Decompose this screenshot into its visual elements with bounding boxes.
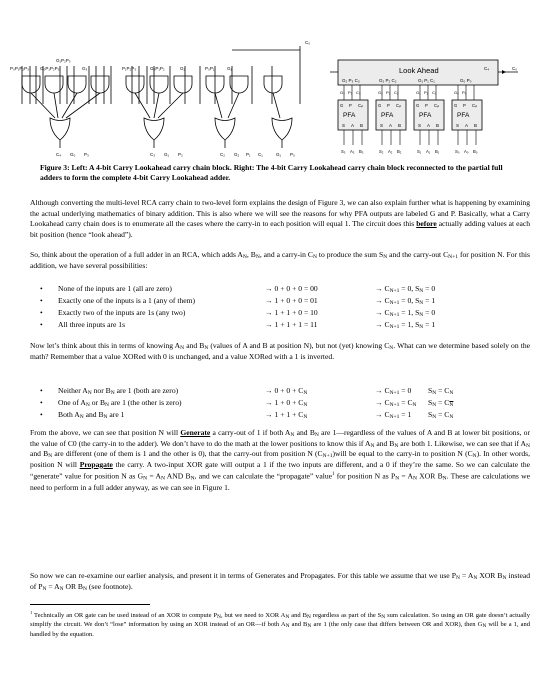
paragraph-2 [30,250,530,271]
case-result: → $C_{N+1} = 0$, $S_N = 1$ [375,296,436,306]
pfa-g: G [378,103,382,108]
pfa-g: G [454,103,458,108]
output-label: G₁ [164,152,170,157]
text: for position N. For this addition, we have several possibilities: [30,250,530,270]
footnote-divider [30,604,150,605]
text: actually adding values at each bit position (hence “look ahead”). [30,219,530,239]
sub: N [180,345,185,351]
text: . These are calculations we need to perform in a full adder anyway, as we can see in Figure 1. [30,471,530,492]
case-text: All three inputs are 1s [58,320,126,329]
pfa-cin: Cᵢₙ [358,103,364,108]
bullet: • [40,296,43,305]
connector-label: P₃ [348,90,353,95]
block-inputs: G₂ P₃ C₃ [342,78,360,83]
output-label: P₂ [178,152,183,157]
list-item [30,307,530,318]
case-result: → $C_{N+1} = 1$, $S_N = 1$ [375,320,436,330]
wire-label: P₀P₁ [205,66,215,71]
case-carry: → $C_{N+1} = 1$ [375,410,412,420]
block-inputs: G₁ P₁ C₁ [418,78,435,83]
case-text: Neither $A_N$ nor $B_N$ are 1 (both are zero) [58,386,179,396]
text: . What can we determine based solely on the math? Remember that a value XORed with 0 is unchanged, and a value XORed with a 1 is inverted. [30,341,530,361]
output-label: P₀ [290,152,295,157]
pfa-b: B [474,123,478,128]
bullet: • [40,320,43,329]
output-label: G₂ [234,152,240,157]
pfa-g: G [340,103,344,108]
text: to produce the sum S [316,250,384,259]
text: , B [246,250,256,259]
footnote-ref[interactable]: 1 [332,472,335,478]
case-equation: → 1 + 0 + 0 = 01 [265,296,318,305]
pfa-p: P [425,103,428,108]
pfa-a: A [389,123,393,128]
connector-label: G₀ [454,90,459,95]
sub: N [312,254,317,260]
connector-label: G₂ [378,90,383,95]
wire-label: P₀P₁P₂P₃ [10,66,29,71]
text: and B [30,449,49,459]
pfa-p: P [349,103,352,108]
io-label: B₀ [473,149,478,154]
io-label: B₂ [397,149,402,154]
connector-label: P₁ [424,90,429,95]
text: (see footnote). [86,581,133,591]
lookahead-title: Look Ahead [399,66,439,75]
list-item [30,319,530,330]
text: From the above, we can see that position N will [30,428,181,437]
text: and the carry-out C [387,250,449,259]
footnote-mark: 1 [30,610,33,615]
pfa-s: S [380,123,384,128]
text: , and we can calculate the “propagate” value [194,471,333,481]
io-label: S₃ [341,149,346,154]
connector-label: P₂ [386,90,391,95]
text: = A [459,571,474,580]
connector-label: G₃ [340,90,345,95]
text: )will be equal to the carry-in to position N (C [332,449,473,459]
emphasis-before: before [416,219,437,229]
list-item [30,385,530,396]
io-label: S₁ [417,149,422,154]
list-item [30,295,530,306]
case-equation: → $1 + 0 + C_N$ [265,398,308,408]
connector-labels [340,90,467,95]
pfa-a: A [465,123,469,128]
pfa-b: B [398,123,402,128]
pfa-b: B [436,123,440,128]
c0-label: C₀ [512,66,518,71]
bullet: • [40,398,43,407]
case-sum: $S_N = C_N$ [428,386,454,396]
pfa-cin: Cᵢₙ [434,103,440,108]
text: , and a carry-in C [259,250,313,259]
block-inputs: G₂ P₂ C₂ [379,78,397,83]
pfa-label: PFA [457,112,470,119]
c4-label: C₄ [484,66,490,71]
paragraph-4: From the above, we can see that position N will Generate a carry-out of 1 if both $A_N$ and $B_N$ are 1—regardless of the values of A and B at lower bit positions, or the value of C0 (the carry-in to the adder). We don’t have to do the math at the lower positions to know this if $A_N$ and $B_N$ are both 1. Likewise, we can see that if $A_N$ and $B_N$ are different (one of them is 1 and the other is 0), that the carry-out from position N $(C_{N+1})will$ be equal to the carry-in to position N $(C_N)$. In other words, position N will Propagate the carry. A two-input XOR gate will output a 1 if the two inputs are different, and a 0 if they’re the same. So we can calculate the “generate” value for position N as $G_N = A_N$ AND $B_N$, and we can calculate the “propagate” value$^1$ for position N as $P_N = A_N$ XOR $B_N$. These are calculations we need to perform in a full adder anyway, as we can see in Figure 1. [30,428,530,492]
wire-label: G₂ [180,66,186,71]
bullet: • [40,284,43,293]
paragraph-1 [30,198,530,240]
output-label: P₃ [84,152,89,157]
io-label: A₁ [426,149,431,154]
pfa-a: A [427,123,431,128]
text: (values of A and B at position N), but not (yet) knowing C [208,341,390,350]
wire-label: C₀ [305,40,311,45]
case-equation: → $0 + 0 + C_N$ [265,386,308,396]
case-text: None of the inputs are 1 (all are zero) [58,284,172,293]
output-label: C₄ [56,152,62,157]
case-text: One of $A_N$ or $B_N$ are 1 (the other is zero) [58,398,182,408]
text: are 1—regardless of the values of A and B at lower bit positions, or the value of C0 (the carry-in to the adder). We don’t have to do the math at the lower positions to know this if A [30,428,530,448]
text: and B [294,428,315,437]
block-inputs: G₀ P₀ [460,78,472,83]
pfa-p: P [463,103,466,108]
term-generate: Generate [180,428,211,437]
case-carry: → $C_{N+1} = 0$ [375,386,412,396]
text: = A [399,471,414,481]
connector-label: C₃ [356,90,361,95]
list-item [30,409,530,420]
io-label: A₃ [350,149,355,154]
case-text: Exactly one of the inputs is a 1 (any of them) [58,296,196,305]
output-label: G₁ [276,152,282,157]
connector-label: G₁ [416,90,421,95]
pfa-s: S [342,123,346,128]
text: XOR B [477,571,503,580]
bullet: • [40,410,43,419]
text: XOR B [417,471,443,481]
output-label: C₃ [150,152,156,157]
wire-label: G₀P₁P₂P₃ [40,66,60,71]
paragraph-5: So now we can re-examine our earlier analysis, and present it in terms of Generates and Propagates. For this table we assume that we use $P_N = A_N$ XOR $B_N$ instead of $P_N = A_N$ OR $B_N$ (see footnote). [30,571,530,592]
text: and B [184,341,205,350]
text: and B [374,438,395,448]
text: = A [147,471,161,481]
case-equation: → 1 + 1 + 0 = 10 [265,308,318,317]
pfa-b: B [360,123,364,128]
connector-label: P₀ [462,90,467,95]
text: AND B [164,471,191,481]
connector-label: C₂ [394,90,399,95]
text: Although converting the multi-level RCA carry chain to two-level form explains the design of Figure 3, we can also explain further what is happening by examining the actual underlying mathematics of binary addition. This is also where we will see the reasons for why PFA outputs are labeled G and P. Basically, what a Carry Lookahead carry chain does is to enumerate all the cases where the carry-in to each position will equal 1. The circuit does this [30,198,530,229]
case-sum: $S_N = C_{\overline{N}}$ [428,398,454,408]
wire-label: G₁P₂P₃ [56,58,71,63]
text: So now we can re-examine our earlier analysis, and present it in terms of Generates and Propagates. For this table we assume that we use P [30,571,456,580]
pfa-s: S [418,123,422,128]
pfa-p: P [387,103,390,108]
case-carry: → $C_{N+1} = C_N$ [375,398,417,408]
list-item [30,397,530,408]
pfa-label: PFA [381,112,394,119]
text: = A [46,581,60,591]
io-label: S₂ [379,149,384,154]
output-label: G₀ [70,152,76,157]
case-equation: → 1 + 1 + 1 = 11 [265,320,318,329]
output-label: P₁ [246,152,251,157]
pfa-label: PFA [419,112,432,119]
sub: N+1 [448,254,458,260]
connector-label: C₁ [432,90,437,95]
case-equation: → $1 + 1 + C_N$ [265,410,308,420]
text: for position N as P [334,471,396,481]
term-propagate: Propagate [79,459,113,469]
right-bottom-labels [341,149,478,154]
text: the carry. A two-input XOR gate will output a 1 if the two inputs are different, and a 0 if they’re the same. So we can calculate the “generate” value for position N as G [30,459,530,481]
footnote: $^1$ Technically an OR gate can be used instead of an XOR to compute $P_N$, but we need to XOR $A_N$ and $B_N$ regardless as part of the $S_N$ sum calculation. So using an OR gate doesn’t actually simplify the circuit. We don’t “lose” information by using an XOR instead of an OR—if both $A_N$ and $B_N$ are 1 (the only case that differs between OR and XOR), then $G_N$ will be a 1, and handled by the equation. [30,610,531,638]
io-label: S₀ [455,149,460,154]
list-item [30,283,530,294]
sub: N [204,345,209,351]
case-result: → $C_{N+1} = 1$, $S_N = 0$ [375,308,436,318]
text: OR B [63,581,83,591]
wire-label: G₀P₁P₂ [150,66,165,71]
pfa-s: S [456,123,460,128]
text: instead of P [30,571,530,591]
paragraph-3 [30,341,530,362]
wire-label: G₃ [82,66,88,71]
sub: N [389,345,394,351]
text: are different (one of them is 1 and the other is 0), that the carry-out from position N (C [52,449,323,459]
lookahead-adder-right [330,60,518,154]
bullet: • [40,308,43,317]
io-label: B₁ [435,149,440,154]
case-result: → $C_{N+1} = 0$, $S_N = 0$ [375,284,436,294]
case-text: Exactly two of the inputs are 1s (any two) [58,308,186,317]
text: ). In other words, position N will [30,449,530,469]
wire-label: G₁ [227,66,233,71]
pfa-g: G [416,103,420,108]
bullet: • [40,386,43,395]
io-label: B₃ [359,149,364,154]
wire-label: P₁P₂P₃ [122,66,137,71]
pfa-cin: Cᵢₙ [396,103,402,108]
case-sum: $S_N = C_N$ [428,410,454,420]
io-label: A₂ [388,149,393,154]
sub: N [255,254,260,260]
text: are both 1. Likewise, we can see that if A [398,438,527,448]
sub: N [242,254,247,260]
case-equation: → 0 + 0 + 0 = 00 [265,284,318,293]
pfa-a: A [351,123,355,128]
io-label: A₀ [464,149,469,154]
pfa-label: PFA [343,112,356,119]
text: Now let’s think about this in terms of knowing A [30,341,181,350]
inverted-carry: N [449,402,454,408]
sub: N [383,254,388,260]
case-text: Both $A_N$ and $B_N$ are 1 [58,410,125,420]
figure-caption: Figure 3: Left: A 4-bit Carry Lookahead carry chain block. Right: The 4-bit Carry Lookahead carry chain block reconnected to the partial full adders to form the complete 4-bit Carry Lookahead adder. [40,163,503,182]
figure-3 [0,0,549,165]
pfa-cin: Cᵢₙ [472,103,478,108]
text: So, think about the operation of a full adder in an RCA, which adds A [30,250,243,259]
output-label: C₁ [258,152,263,157]
output-label: C₂ [220,152,225,157]
text: a carry-out of 1 if both A [210,428,291,437]
